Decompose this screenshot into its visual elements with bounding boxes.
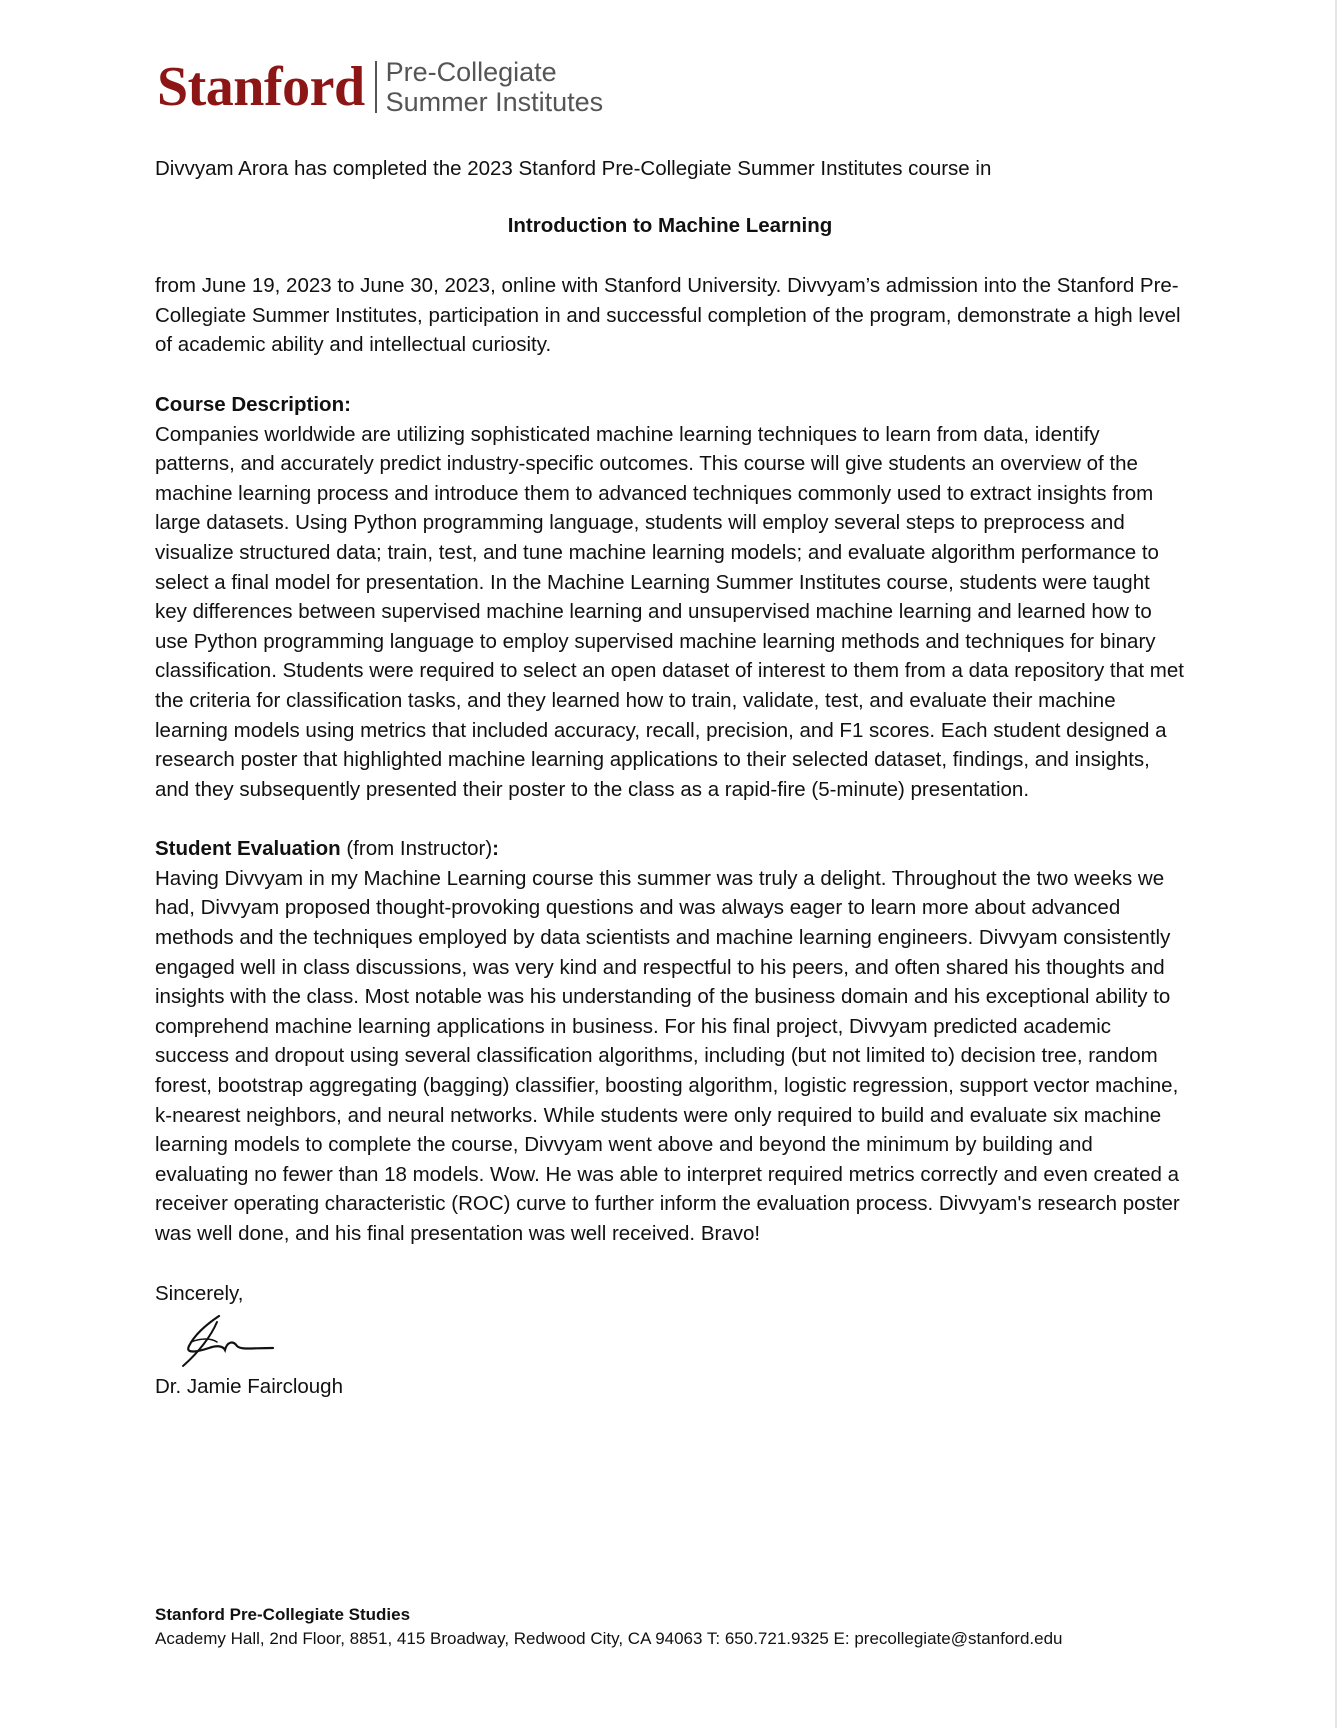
spacer — [155, 804, 1185, 834]
student-evaluation-heading-line — [155, 834, 1185, 864]
student-evaluation-qualifier: (from Instructor) — [340, 837, 493, 861]
logo-subtitle-line1: Pre-Collegiate — [385, 57, 557, 87]
course-title: Introduction to Machine Learning — [507, 213, 833, 237]
signature-image — [177, 1312, 287, 1370]
stanford-logo — [157, 52, 603, 122]
intro-line: Divvyam Arora has completed the 2023 Stanford Pre-Collegiate Summer Institutes course in — [155, 157, 992, 180]
spacer — [155, 1249, 1185, 1279]
closing: Sincerely, — [155, 1281, 244, 1305]
logo-subtitle — [386, 57, 604, 117]
course-description-body: Companies worldwide are utilizing sophisticated machine learning techniques to learn from data, identify patterns, and accurately predict industry-specific outcomes. This course will give students an overview of the machine learning process and introduce them to advanced techniques commonly used to extract insights from large datasets. Using Python programming language, students will employ several steps to preprocess and visualize structured data; train, test, and tune machine learning models; and evaluate algorithm performance to select a final model for presentation. In the Machine Learning Summer Institutes course, students were taught key differences between supervised machine learning and unsupervised machine learning and learned how to use Python programming language to employ supervised machine learning methods and techniques for binary classification. Students were required to select an open dataset of interest to them from a data repository that met the criteria for classification tasks, and they learned how to train, validate, test, and evaluate their machine learning models using metrics that included accuracy, recall, precision, and F1 scores. Each student designed a research poster that highlighted machine learning applications to their selected dataset, findings, and insights, and they subsequently presented their poster to the class as a rapid-fire (5-minute) presentation. — [155, 422, 1184, 801]
signatory-name: Dr. Jamie Fairclough — [155, 1375, 343, 1399]
completion-paragraph: from June 19, 2023 to June 30, 2023, online with Stanford University. Divvyam’s admission into the Stanford Pre-Collegiate Summer Institutes, participation in and successful completion of the program, demonstrate a high level of academic ability and intellectual curiosity. — [155, 274, 1181, 357]
letter-body — [155, 154, 1185, 1402]
course-description-heading: Course Description: — [155, 392, 351, 416]
logo-divider — [375, 61, 377, 113]
logo-subtitle-line2: Summer Institutes — [385, 87, 604, 117]
footer — [155, 1603, 1255, 1651]
student-evaluation-colon: : — [492, 837, 499, 861]
spacer — [155, 360, 1185, 390]
footer-org: Stanford Pre-Collegiate Studies — [155, 1605, 411, 1624]
student-evaluation-heading: Student Evaluation — [155, 837, 341, 861]
footer-address: Academy Hall, 2nd Floor, 8851, 415 Broadway, Redwood City, CA 94063 T: 650.721.9325 E: precollegiate@stanford.edu — [155, 1629, 1063, 1648]
logo-wordmark: Stanford — [157, 56, 365, 118]
student-evaluation-body: Having Divvyam in my Machine Learning course this summer was truly a delight. Throughout the two weeks we had, Divvyam proposed thought-provoking questions and was always eager to learn more about advanced methods and the techniques employed by data scientists and machine learning engineers. Divvyam consistently engaged well in class discussions, was very kind and respectful to his peers, and often shared his thoughts and insights with the class. Most notable was his understanding of the business domain and his exceptional ability to comprehend machine learning applications in business. For his final project, Divvyam predicted academic success and dropout using several classification algorithms, including (but not limited to) decision tree, random forest, bootstrap aggregating (bagging) classifier, boosting algorithm, logistic regression, support vector machine, k-nearest neighbors, and neural networks. While students were only required to build and evaluate six machine learning models to complete the course, Divvyam went above and beyond the minimum by building and evaluating no fewer than 18 models. Wow. He was able to interpret required metrics correctly and even created a receiver operating characteristic (ROC) curve to further inform the evaluation process. Divvyam's research poster was well done, and his final presentation was well received. Bravo! — [155, 866, 1180, 1245]
